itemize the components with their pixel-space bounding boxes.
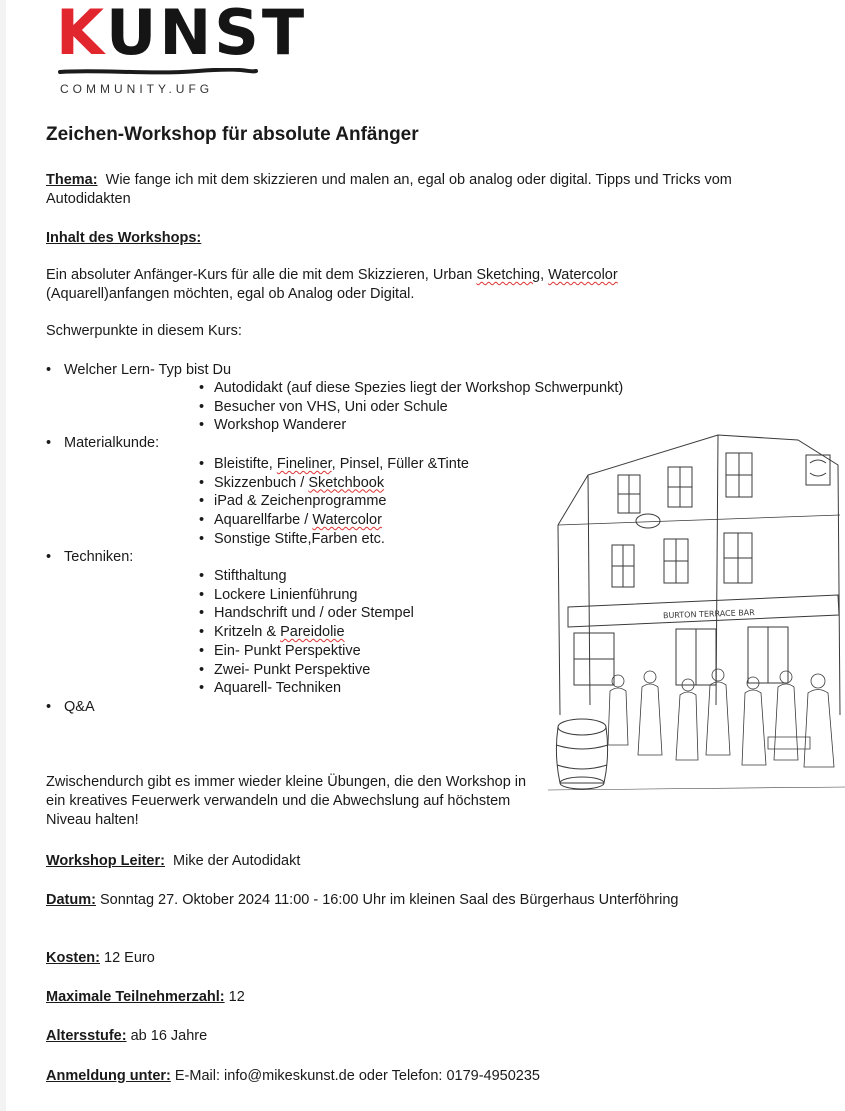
inhalt-spell-watercolor: Watercolor [548,267,618,283]
list-item: • Skizzenbuch / Sketchbook [199,474,469,493]
teilnehmer-line [46,988,245,1007]
leiter-label: Workshop Leiter: [46,853,165,869]
logo-subtitle: COMMUNITY.UFG [60,82,214,96]
schwerpunkte-heading: Schwerpunkte in diesem Kurs: [46,323,242,339]
inhalt-paragraph [46,266,656,304]
kosten-label: Kosten: [46,950,100,966]
datum-line [46,891,726,910]
topic-qa-label: Q&A [64,699,95,715]
logo-letter-k: K [56,0,106,69]
topic-lerntyp-label: Welcher Lern- Typ bist Du [64,362,232,378]
list-item: • iPad & Zeichenprogramme [199,492,469,511]
list-item: • Aquarell- Techniken [199,679,414,698]
topic-material-label: Materialkunde: [64,435,160,451]
list-item: • Besucher von VHS, Uni oder Schule [199,398,623,417]
logo-letters: UNST [105,0,308,69]
inhalt-spell-sketching: Sketching [476,267,541,283]
list-item: • Aquarellfarbe / Watercolor [199,511,469,530]
inhalt-text-1: Ein absoluter Anfänger-Kurs für alle die mit dem Skizzieren, Urban [46,267,477,283]
techniken-list [199,567,414,698]
alter-value: ab 16 Jahre [130,1028,208,1044]
datum-label: Datum: [46,892,96,908]
anmeldung-line [46,1067,540,1086]
leiter-line [46,852,300,871]
list-item: • Handschrift und / oder Stempel [199,604,414,623]
anmeldung-label: Anmeldung unter: [46,1068,171,1084]
logo-brush-stroke [58,68,258,76]
list-item: • Zwei- Punkt Perspektive [199,661,414,680]
topic-qa: • Q&A [46,699,95,715]
alter-label: Altersstufe: [46,1028,127,1044]
teilnehmer-value: 12 [228,989,245,1005]
logo-wordmark [56,0,308,69]
inhalt-sep: , [540,267,549,283]
kosten-value: 12 Euro [104,950,155,966]
thema-label: Thema: [46,172,98,188]
list-item: • Sonstige Stifte,Farben etc. [199,530,469,549]
page-edge [0,0,6,1111]
pub-sign-text: BURTON TERRACE BAR [662,608,755,621]
topic-materialkunde: • Materialkunde: [46,435,160,451]
inhalt-text-2: (Aquarell)anfangen möchten, egal ob Analog oder Digital. [46,286,415,302]
list-item: • Kritzeln & Pareidolie [199,623,414,642]
teilnehmer-label: Maximale Teilnehmerzahl: [46,989,225,1005]
pub-sketch-illustration [548,415,845,795]
list-item: • Lockere Linienführung [199,586,414,605]
kunst-logo [56,2,336,102]
list-item: • Bleistifte, Fineliner, Pinsel, Füller &Tinte [199,455,469,474]
kosten-line [46,949,155,968]
topic-techniken: • Techniken: [46,549,134,565]
thema-paragraph [46,171,806,209]
topic-techniken-label: Techniken: [64,549,134,565]
datum-value: Sonntag 27. Oktober 2024 11:00 - 16:00 Uhr im kleinen Saal des Bürgerhaus Unterföhring [99,892,679,908]
page-title: Zeichen-Workshop für absolute Anfänger [46,124,419,145]
alter-line [46,1027,207,1046]
thema-text: Wie fange ich mit dem skizzieren und malen an, egal ob analog oder digital. Tipps und Tricks vom Autodidakten [46,172,732,207]
anmeldung-value[interactable]: E-Mail: info@mikeskunst.de oder Telefon: 0179-4950235 [174,1068,540,1084]
leiter-value: Mike der Autodidakt [173,853,301,869]
list-item: • Ein- Punkt Perspektive [199,642,414,661]
material-list [199,455,469,549]
zwischendurch-paragraph: Zwischendurch gibt es immer wieder kleine Übungen, die den Workshop in ein kreatives Feuerwerk verwandeln und die Abwechslung auf höchstem Niveau halten! [46,774,527,828]
inhalt-heading: Inhalt des Workshops: [46,230,202,246]
list-item: • Workshop Wanderer [199,416,623,435]
topic-lerntyp: • Welcher Lern- Typ bist Du [46,362,232,378]
list-item: • Stifthaltung [199,567,414,586]
list-item: • Autodidakt (auf diese Spezies liegt der Workshop Schwerpunkt) [199,379,623,398]
